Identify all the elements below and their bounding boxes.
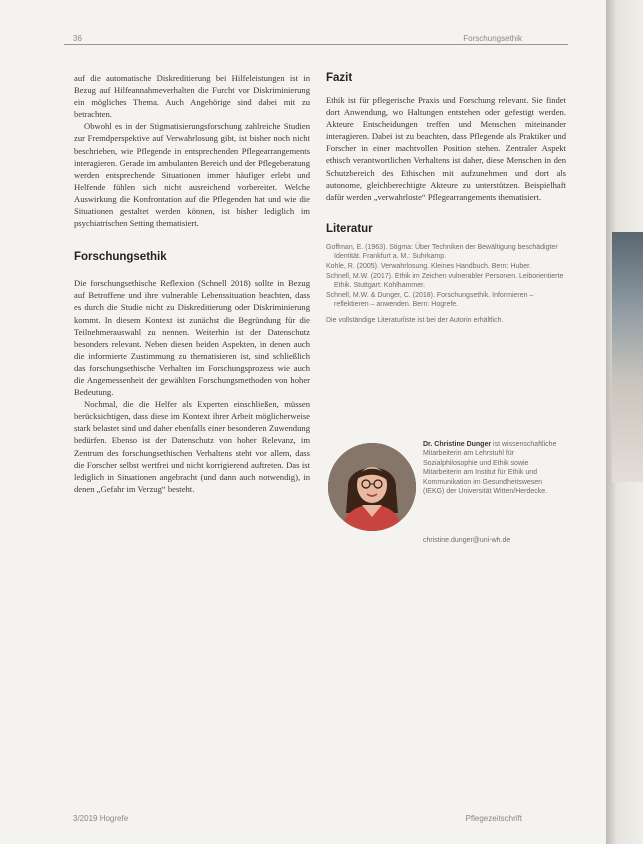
right-column [326,72,566,326]
left-column [74,72,310,495]
footer-right: Pflegezeitschrift [465,814,522,823]
header-rule [64,44,568,45]
references-note: Die vollständige Literaturliste ist bei der Autorin erhältlich. [326,317,504,324]
author-bio [423,440,563,496]
author-bio-text: ist wissenschaftliche Mitarbeiterin am Lehrstuhl für Sozialphilosophie und Ethik sowie Mitarbeiterin am Institut für Ethik und Kommunikation im Gesundheitswesen (IEKG) der Universität Witten/Herdecke. [423,441,557,496]
author-name: Dr. Christine Dunger [423,441,492,448]
ethics-paragraph-2: Nochmal, die die Helfer als Experten einschließen, müssen berücksichtigen, dass diese im Kontext ihrer Arbeit möglicherweise stark belastet sind und daher ebenfalls einer besonderen Zuwendung bedürfen. Ebenso ist der Datenschutz von hoher Relevanz, im Zentrum des forschungsethischen Verhaltens steht vor allem, dass die Forscher selbst wertfrei und nicht korrigierend auftreten. Das ist lediglich in Situationen angebracht (und dann auch notwendig), in denen „Gefahr im Verzug“ besteht. [74,399,310,494]
reference-item: Schnell, M.W. & Dunger, C. (2018). Forschungsethik. Informieren – reflektieren – anwenden. Bern: Hogrefe. [326,291,534,309]
body-paragraph-2: Obwohl es in der Stigmatisierungsforschung zahlreiche Studien zur Fremdperspektive auf Verwahrlosung gibt, ist bisher noch nicht beschrieben, wie Pflegende in entsprechenden Pflegearrangements interagieren. Gerade im ambulanten Bereich und der Pflegeberatung werden entsprechende Situationen immer häufiger erlebt und Helfende fühlen sich nicht ausreichend vorbereitet. Welche Auswirkung die Konfrontation auf die Pflegenden hat und wie die Situationen gestaltet werden können, ist bisher lediglich im psychiatrischen Setting thematisiert. [74,121,310,229]
fazit-heading: Fazit [326,72,353,84]
ethics-heading: Forschungsethik [74,251,167,264]
body-paragraph-1: auf die automatische Diskreditierung bei Hilfeleistungen ist in Bezug auf Hilfeannahmeverhalten die Furcht vor Diskriminierung ein mögliches Thema. Auch Angehörige sind dabei mit zu betrachten. [74,73,310,120]
footer-left: 3/2019 Hogrefe [73,814,129,823]
fazit-text: Ethik ist für pflegerische Praxis und Forschung relevant. Sie findet dort Anwendung, wo Haltungen entstehen oder gefestigt werden. Akteure Entscheidungen treffen und Menschen miteinander interagieren. Dabei ist zu beachten, dass Pflegende als Praktiker und Forscher in einer machtvollen Position stehen. Zentraler Aspekt ethisch verantwortlichen Verhaltens ist daher, diese Menschen in den Schutzbereich des Ethischen mit aufzunehmen und dort als autonome, gleichberechtigte Akteure zu unterstützen. Beispielhaft dafür werden „verwahrloste“ Pflegearrangements thematisiert. [326,95,566,202]
reference-item: Schnell, M.W. (2017). Ethik im Zeichen vulnerabler Personen. Leiborientierte Ethik. Stuttgart: Kohlhammer. [326,272,564,290]
reference-item: Kohle, R. (2005). Verwahrlosung. Kleines Handbuch. Bern: Huber. [326,263,532,271]
author-email[interactable]: christine.dunger@uni-wh.de [423,537,511,544]
next-page-photo-edge [612,232,643,482]
reference-item: Goffman, E. (1963). Stigma: Über Techniken der Bewältigung beschädigter Identität. Frankfurt a. M.: Suhrkamp. [326,243,558,261]
ethics-paragraph-1: Die forschungsethische Reflexion (Schnell 2018) sollte in Bezug auf Betroffene und ihre vulnerable Lebenssituation beachten, dass es durch die Studie nicht zu Diskreditierung oder Diskriminierung kommt. In diesem Kontext ist zunächst die Begründung für die Teilnehmerauswahl zu nennen. Weiterhin ist der Datenschutz besonders relevant. Neben diesen beiden Aspekten, in denen auch die informierte Zustimmung zu thematisieren ist, sind schließlich das forschungsethische Verhalten im Forschungsprozess wie auch die Angemessenheit der gewählten Forschungsmethoden von hoher Bedeutung. [74,278,310,398]
section-title: Forschungsethik [463,34,522,43]
author-portrait [328,443,416,531]
portrait-illustration [328,443,416,531]
page-number: 36 [73,34,82,43]
literature-heading: Literatur [326,222,373,235]
